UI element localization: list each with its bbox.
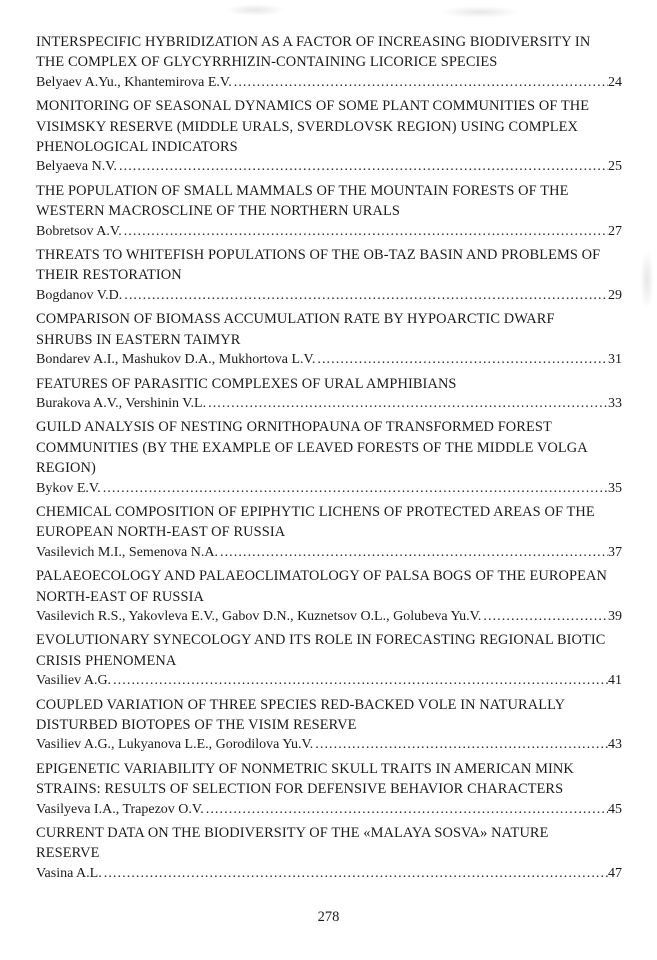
dot-leader xyxy=(104,864,608,884)
toc-entry-authors-row xyxy=(36,543,622,563)
scan-artifact xyxy=(640,250,654,310)
toc-entry-authors-row xyxy=(36,671,622,691)
toc-entry-authors: Vasina A.L. xyxy=(36,865,102,881)
toc-entry xyxy=(36,32,622,93)
toc-entry-authors-row xyxy=(36,73,622,93)
dot-leader xyxy=(220,543,608,563)
toc-entry-authors: Vasilevich M.I., Semenova N.A. xyxy=(36,544,218,560)
scan-artifact xyxy=(225,4,285,16)
toc-entry-authors: Vasilyeva I.A., Trapezov O.V. xyxy=(36,801,204,817)
page-footer xyxy=(0,907,657,927)
toc-entry xyxy=(36,630,622,691)
toc-entry-title: FEATURES OF PARASITIC COMPLEXES OF URAL AMPHIBIANS xyxy=(36,375,457,392)
toc-entry-authors-row xyxy=(36,864,622,884)
dot-leader xyxy=(103,479,608,499)
toc-entry-title: INTERSPECIFIC HYBRIDIZATION AS A FACTOR OF INCREASING BIODIVERSITY IN THE COMPLEX OF GLYCYRRHIZIN-CONTAINING LICORICE SPECIES xyxy=(36,34,591,71)
toc-entry-authors-row xyxy=(36,800,622,820)
toc-entry-authors-row xyxy=(36,735,622,755)
dot-leader xyxy=(208,394,608,414)
dot-leader xyxy=(119,157,608,177)
toc-entry xyxy=(36,245,622,306)
toc-entry xyxy=(36,181,622,242)
dot-leader xyxy=(124,222,608,242)
toc-entry-title: EVOLUTIONARY SYNECOLOGY AND ITS ROLE IN FORECASTING REGIONAL BIOTIC CRISIS PHENOMENA xyxy=(36,632,606,669)
toc-entry-page-number: 35 xyxy=(608,480,622,496)
toc-entry-authors: Vasiliev A.G., Lukyanova L.E., Gorodilova Yu.V. xyxy=(36,737,314,753)
toc-entry xyxy=(36,823,622,884)
toc-entry-authors: Vasilevich R.S., Yakovleva E.V., Gabov D.N., Kuznetsov O.L., Golubeva Yu.V. xyxy=(36,608,482,624)
toc-list xyxy=(36,32,622,887)
toc-entry-authors: Burakova A.V., Vershinin V.L. xyxy=(36,395,207,411)
toc-entry xyxy=(36,96,622,178)
toc-entry-authors-row xyxy=(36,479,622,499)
page-number: 278 xyxy=(317,909,340,925)
toc-entry-authors: Bykov E.V. xyxy=(36,480,101,496)
toc-entry-authors: Vasiliev A.G. xyxy=(36,673,112,689)
toc-entry-page-number: 31 xyxy=(608,352,622,368)
dot-leader xyxy=(315,735,608,755)
toc-entry-page-number: 33 xyxy=(608,395,622,411)
toc-entry-page-number: 45 xyxy=(608,801,622,817)
toc-entry-authors: Belyaev A.Yu., Khantemirova E.V. xyxy=(36,74,232,90)
toc-entry-page-number: 37 xyxy=(608,544,622,560)
toc-entry-title: COUPLED VARIATION OF THREE SPECIES RED-BACKED VOLE IN NATURALLY DISTURBED BIOTOPES OF THE VISIM RESERVE xyxy=(36,696,566,733)
toc-entry xyxy=(36,417,622,499)
dot-leader xyxy=(317,350,608,370)
toc-entry xyxy=(36,695,622,756)
toc-entry-authors-row xyxy=(36,394,622,414)
toc-entry-title: PALAEOECOLOGY AND PALAEOCLIMATOLOGY OF PALSA BOGS OF THE EUROPEAN NORTH-EAST OF RUSSIA xyxy=(36,568,607,605)
toc-entry-authors-row xyxy=(36,350,622,370)
toc-entry-authors: Belyaeva N.V. xyxy=(36,159,117,175)
dot-leader xyxy=(206,800,608,820)
toc-entry-authors-row xyxy=(36,607,622,627)
toc-entry-page-number: 24 xyxy=(608,74,622,90)
dot-leader xyxy=(234,73,608,93)
scan-artifact xyxy=(440,6,520,18)
toc-entry-authors-row xyxy=(36,286,622,306)
toc-entry xyxy=(36,566,622,627)
toc-entry-page-number: 39 xyxy=(608,608,622,624)
toc-entry-authors: Bogdanov V.D. xyxy=(36,287,123,303)
toc-entry-page-number: 29 xyxy=(608,287,622,303)
dot-leader xyxy=(124,286,608,306)
toc-entry-page-number: 27 xyxy=(608,223,622,239)
toc-entry-authors: Bobretsov A.V. xyxy=(36,223,122,239)
toc-entry-authors-row xyxy=(36,222,622,242)
toc-entry xyxy=(36,309,622,370)
toc-entry-title: EPIGENETIC VARIABILITY OF NONMETRIC SKULL TRAITS IN AMERICAN MINK STRAINS: RESULTS OF SELECTION FOR DEFENSIVE BEHAVIOR CHARACTERS xyxy=(36,760,574,798)
toc-entry-title: COMPARISON OF BIOMASS ACCUMULATION RATE BY HYPOARCTIC DWARF SHRUBS IN EASTERN TAIMYR xyxy=(36,311,555,348)
toc-entry-title: GUILD ANALYSIS OF NESTING ORNITHOPAUNA OF TRANSFORMED FOREST COMMUNITIES (BY THE EXAMPLE OF LEAVED FORESTS OF THE MIDDLE VOLGA REGION) xyxy=(36,419,588,477)
toc-entry-title: CHEMICAL COMPOSITION OF EPIPHYTIC LICHENS OF PROTECTED AREAS OF THE EUROPEAN NORTH-EAST OF RUSSIA xyxy=(36,503,595,541)
toc-entry-title: CURRENT DATA ON THE BIODIVERSITY OF THE «MALAYA SOSVA» NATURE RESERVE xyxy=(36,825,549,862)
toc-entry-authors-row xyxy=(36,157,622,177)
dot-leader xyxy=(113,671,608,691)
toc-entry-page-number: 47 xyxy=(608,865,622,881)
toc-entry-page-number: 43 xyxy=(608,737,622,753)
toc-entry-title: THREATS TO WHITEFISH POPULATIONS OF THE OB-TAZ BASIN AND PROBLEMS OF THEIR RESTORATION xyxy=(36,247,601,284)
dot-leader xyxy=(483,607,608,627)
toc-entry-title: MONITORING OF SEASONAL DYNAMICS OF SOME PLANT COMMUNITIES OF THE VISIMSKY RESERVE (MIDDLE URALS, SVERDLOVSK REGION) USING COMPLEX PHENOLOGICAL INDICATORS xyxy=(36,98,590,156)
toc-entry-page-number: 25 xyxy=(608,159,622,175)
toc-entry-title: THE POPULATION OF SMALL MAMMALS OF THE MOUNTAIN FORESTS OF THE WESTERN MACROSCLINE OF THE NORTHERN URALS xyxy=(36,182,569,220)
toc-entry-authors: Bondarev A.I., Mashukov D.A., Mukhortova L.V. xyxy=(36,352,316,368)
toc-entry xyxy=(36,374,622,415)
toc-entry-page-number: 41 xyxy=(608,673,622,689)
toc-entry xyxy=(36,759,622,820)
toc-entry xyxy=(36,502,622,563)
